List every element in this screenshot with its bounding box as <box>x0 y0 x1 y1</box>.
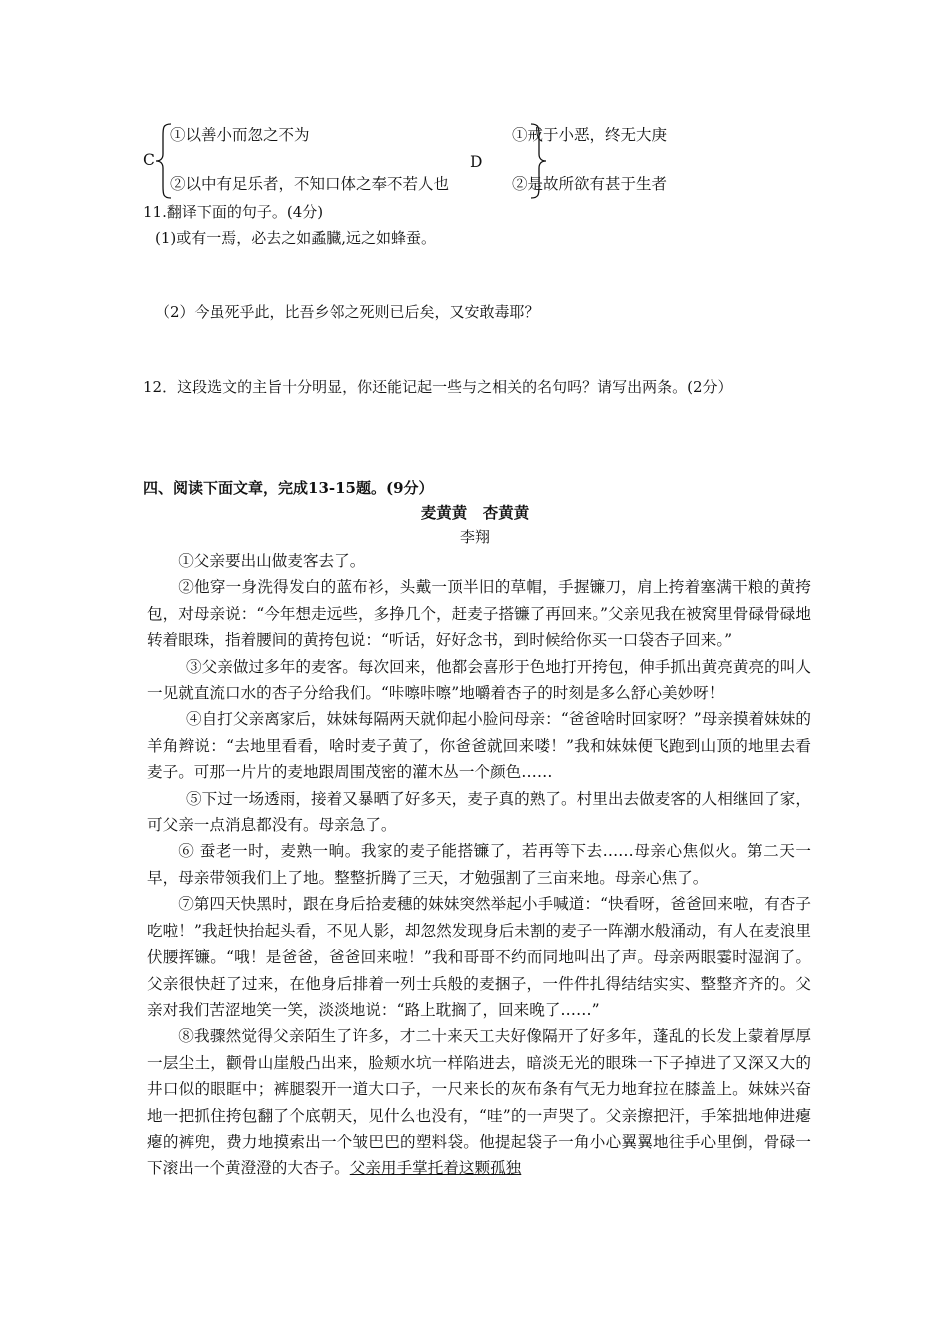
paragraph-8 <box>147 1023 811 1181</box>
paragraph-7: ⑦第四天快黑时，跟在身后拾麦穗的妹妹突然举起小手喊道：“快看呀，爸爸回来啦，有杏子吃啦！”我赶快抬起头看，不见人影，却忽然发现身后未割的麦子一阵潮水般涌动，有人在麦浪里伏腰挥镰。“哦！是爸爸，爸爸回来啦！”我和哥哥不约而同地叫出了声。母亲两眼霎时湿润了。父亲很快赶了过来，在他身后排着一列士兵般的麦捆子，一件件扎得结结实实、整整齐齐的。父亲对我们苦涩地笑一笑，淡淡地说：“路上耽搁了，回来晚了……” <box>147 895 811 1019</box>
option-d-letter: D <box>470 153 483 171</box>
option-d-item1: ①戒于小恶，终无大庚 <box>512 126 668 144</box>
article-title: 麦黄黄 杏黄黄 <box>420 503 530 522</box>
paragraph-2: ②他穿一身洗得发白的蓝布衫，头戴一顶半旧的草帽，手握镰刀，肩上挎着塞满干粮的黄挎包，对母亲说：“今年想走远些，多挣几个，赶麦子搭镰了再回来。”父亲见我在被窝里骨碌骨碌地转着眼珠，指着腰间的黄挎包说：“听话，好好念书，到时候给你买一口袋杏子回来。” <box>147 578 811 650</box>
paragraph-4: ④自打父亲离家后，妹妹每隔两天就仰起小脸问母亲：“爸爸啥时回家呀？”母亲摸着妹妹的羊角辫说：“去地里看看，啥时麦子黄了，你爸爸就回来喽！”我和妹妹便飞跑到山顶的地里去看麦子。可那一片片的麦地跟周围茂密的灌木丛一个颜色…… <box>147 710 811 782</box>
article-body <box>147 548 811 1182</box>
paragraph-1: ①父亲要出山做麦客去了。 <box>178 552 366 570</box>
section-4-heading: 四、阅读下面文章，完成13-15题。(9分） <box>143 479 434 497</box>
question-11-sentence-1: (1)或有一焉，必去之如蟊臓,远之如蜂蚕。 <box>155 229 437 247</box>
article-author: 李翔 <box>459 528 490 546</box>
option-d-item2: ②是故所欲有甚于生者 <box>512 175 668 193</box>
paragraph-8-underlined: 父亲用手掌托着这颗孤独 <box>349 1159 522 1178</box>
option-c-item2: ②以中有足乐者，不知口体之奉不若人也 <box>170 175 450 193</box>
paragraph-3: ③父亲做过多年的麦客。每次回来，他都会喜形于色地打开挎包，伸手抓出黄亮黄亮的叫人一见就直流口水的杏子分给我们。“咔嚓咔嚓”地嚼着杏子的时刻是多么舒心美妙呀！ <box>147 657 811 703</box>
question-11-stem: 11.翻译下面的句子。(4分) <box>143 203 324 221</box>
option-c-letter: C <box>143 151 155 169</box>
paragraph-8-text: ⑧我骤然觉得父亲陌生了许多，才二十来天工夫好像隔开了好多年，蓬乱的长发上蒙着厚厚一层尘土，颧骨山崖般凸出来，脸颊水坑一样陷进去，暗淡无光的眼珠一下子掉进了又深又大的井口似的眼眶中；裤腿裂开一道大口子，一尺来长的灰布条有气无力地耷拉在膝盖上。妹妹兴奋地一把抓住挎包翻了个底朝天，见什么也没有，“哇”的一声哭了。父亲擦把汗，手笨拙地伸进瘪瘪的裤兜，费力地摸索出一个皱巴巴的塑料袋。他提起袋子一角小心翼翼地往手心里倒，骨碌一下滚出一个黄澄澄的大杏子。 <box>147 1027 811 1178</box>
paragraph-6: ⑥ 蚕老一时，麦熟一晌。我家的麦子能搭镰了，若再等下去……母亲心焦似火。第二天一早，母亲带领我们上了地。整整折腾了三天，才勉强割了三亩来地。母亲心焦了。 <box>147 842 811 887</box>
question-11-sentence-2: （2）今虽死乎此，比吾乡邻之死则已后矣，又安敢毒耶？ <box>155 303 540 321</box>
paragraph-5: ⑤下过一场透雨，接着又暴晒了好多天，麦子真的熟了。村里出去做麦客的人相继回了家，可父亲一点消息都没有。母亲急了。 <box>147 789 811 835</box>
question-12-stem: 12．这段选文的主旨十分明显，你还能记起一些与之相关的名句吗？请写出两条。(2分） <box>143 378 733 396</box>
option-c-item1: ①以善小而忽之不为 <box>170 126 310 144</box>
